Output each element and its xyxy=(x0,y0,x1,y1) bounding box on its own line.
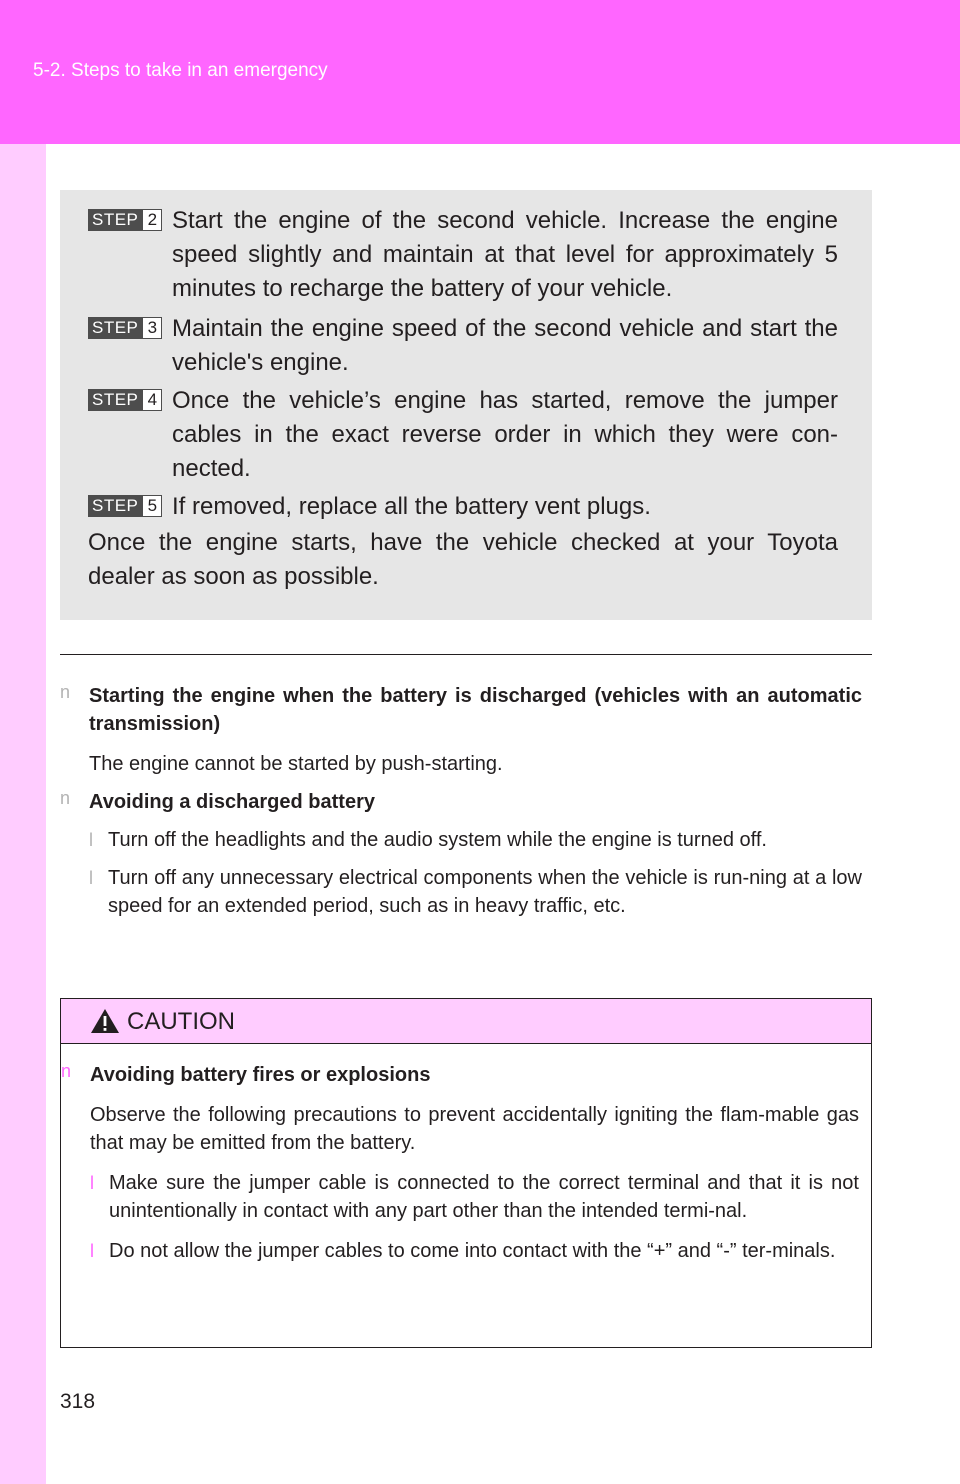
section-title: 5-2. Steps to take in an emergency xyxy=(33,60,328,81)
step-3 xyxy=(88,312,838,380)
section-bullet-icon: n xyxy=(61,1061,72,1081)
list-item: l Do not allow the jumper cables to come into contact with the “+” and “-” ter-minals. xyxy=(90,1237,859,1265)
list-bullet-icon: l xyxy=(89,868,93,888)
note-heading: Avoiding a discharged battery xyxy=(89,791,375,813)
step-5 xyxy=(88,490,838,524)
step-badge: STEP 3 xyxy=(88,317,162,339)
follow-up-paragraph: Once the engine starts, have the vehicle checked at your Toyota dealer as soon as possible. xyxy=(88,529,838,590)
page-header xyxy=(0,0,960,144)
list-item: l Turn off the headlights and the audio system while the engine is turned off. xyxy=(89,826,862,854)
step-text: Start the engine of the second vehicle. Increase the engine speed slightly and maintain at that level for approximately 5 minutes to recharge the battery of your vehicle. xyxy=(172,207,838,302)
step-badge: STEP 4 xyxy=(88,389,162,411)
section-bullet-icon: n xyxy=(60,788,71,808)
step-badge: STEP 5 xyxy=(88,495,162,517)
note-avoiding-discharge xyxy=(60,788,862,920)
step-text: Maintain the engine speed of the second vehicle and start the vehicle's engine. xyxy=(172,315,838,376)
note-heading: Starting the engine when the battery is discharged (vehicles with an automatic transmission) xyxy=(89,685,862,735)
step-2 xyxy=(88,204,838,306)
list-bullet-icon: l xyxy=(90,1173,94,1193)
thumb-index-strip xyxy=(0,144,46,1484)
note-starting-engine xyxy=(60,682,862,778)
list-item: l Make sure the jumper cable is connected to the correct terminal and that it is not unintentionally in contact with any part other than the intended termi-nal. xyxy=(90,1169,859,1225)
step-badge: STEP 2 xyxy=(88,209,162,231)
section-bullet-icon: n xyxy=(60,682,71,702)
note-body: The engine cannot be started by push-starting. xyxy=(89,753,503,775)
steps-box xyxy=(60,190,872,620)
caution-box xyxy=(60,998,872,1348)
list-bullet-icon: l xyxy=(90,1241,94,1261)
caution-heading: Avoiding battery fires or explosions xyxy=(90,1064,431,1086)
list-bullet-icon: l xyxy=(89,830,93,850)
divider xyxy=(60,654,872,655)
caution-header xyxy=(61,999,871,1044)
caution-body: Observe the following precautions to prevent accidentally igniting the flam-mable gas that may be emitted from the battery. xyxy=(90,1104,859,1154)
step-4 xyxy=(88,384,838,486)
warning-triangle-icon xyxy=(90,1007,120,1035)
list-item: l Turn off any unnecessary electrical components when the vehicle is run-ning at a low speed for an extended period, such as in heavy traffic, etc. xyxy=(89,864,862,920)
step-text: Once the vehicle’s engine has started, remove the jumper cables in the exact reverse order in which they were con-nected. xyxy=(172,387,838,482)
step-text: If removed, replace all the battery vent plugs. xyxy=(172,493,651,520)
caution-section xyxy=(61,1061,859,1265)
caution-label: CAUTION xyxy=(127,1008,235,1035)
page-number: 318 xyxy=(60,1390,96,1413)
